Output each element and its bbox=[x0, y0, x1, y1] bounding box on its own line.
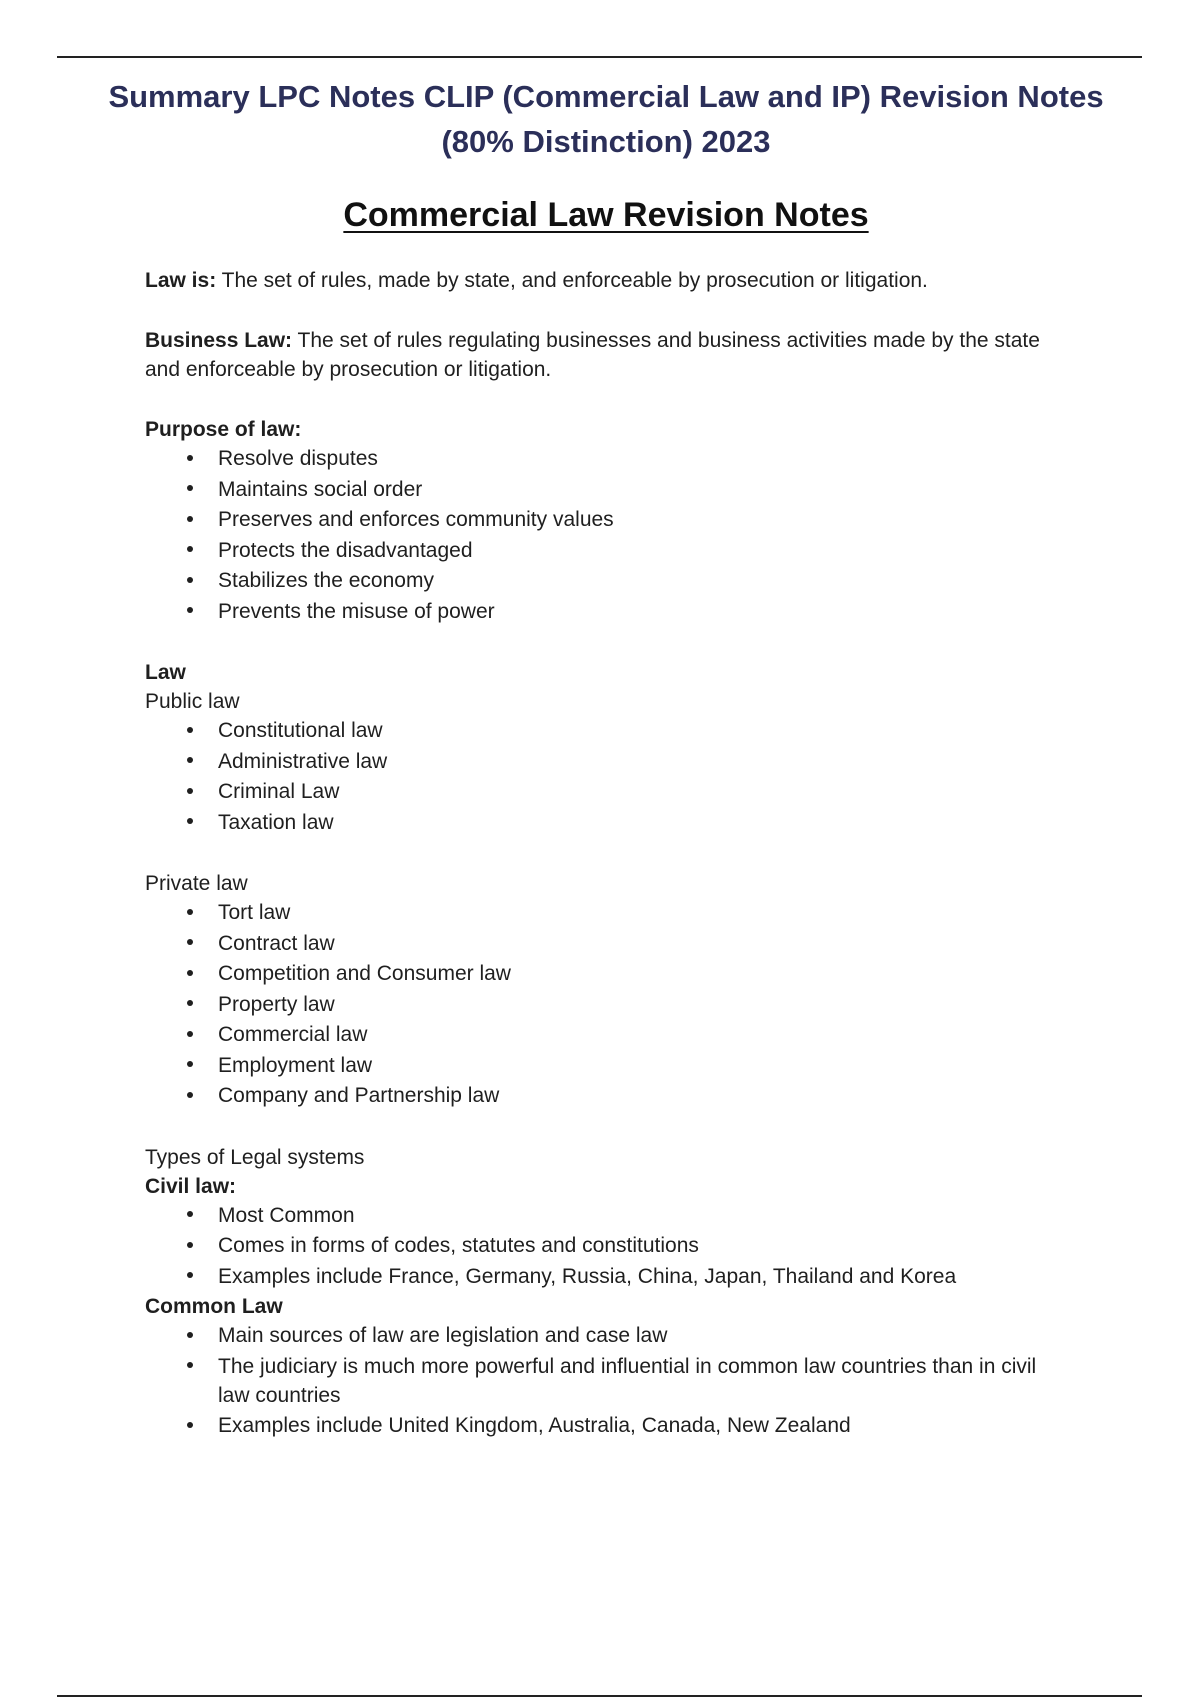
list-item: Employment law bbox=[145, 1051, 1045, 1080]
common-law-list bbox=[145, 1321, 1045, 1440]
list-item: The judiciary is much more powerful and influential in common law countries than in civil law countries bbox=[145, 1352, 1045, 1410]
law-is-definition bbox=[145, 266, 1045, 295]
bullet-icon bbox=[183, 808, 197, 837]
civil-law-heading: Civil law: bbox=[145, 1174, 237, 1198]
list-item: Contract law bbox=[145, 929, 1045, 958]
section-title-text: Commercial Law Revision Notes bbox=[343, 196, 869, 234]
law-heading: Law bbox=[145, 661, 186, 684]
list-item: Property law bbox=[145, 990, 1045, 1019]
business-law-text: The set of rules regulating businesses and business activities made by the state and enforceable by prosecution or litigation. bbox=[145, 329, 1040, 381]
bullet-icon bbox=[183, 1321, 197, 1350]
bullet-icon bbox=[183, 566, 197, 595]
list-item: Examples include France, Germany, Russia, China, Japan, Thailand and Korea bbox=[145, 1262, 1045, 1291]
business-law-label: Business Law: bbox=[145, 329, 293, 352]
bullet-icon bbox=[183, 959, 197, 988]
list-item: Commercial law bbox=[145, 1020, 1045, 1049]
list-item: Resolve disputes bbox=[145, 444, 1045, 473]
bullet-icon bbox=[183, 597, 197, 626]
document-body bbox=[145, 266, 1045, 1442]
list-item: Examples include United Kingdom, Australia, Canada, New Zealand bbox=[145, 1411, 1045, 1440]
list-item: Prevents the misuse of power bbox=[145, 597, 1045, 626]
bullet-icon bbox=[183, 777, 197, 806]
bullet-icon bbox=[183, 1411, 197, 1440]
list-item: Company and Partnership law bbox=[145, 1081, 1045, 1110]
law-is-text: The set of rules, made by state, and enforceable by prosecution or litigation. bbox=[216, 269, 928, 292]
bullet-icon bbox=[183, 1231, 197, 1260]
list-item: Most Common bbox=[145, 1201, 1045, 1230]
list-item: Constitutional law bbox=[145, 716, 1045, 745]
bullet-icon bbox=[183, 444, 197, 473]
bottom-rule bbox=[57, 1695, 1142, 1697]
list-item: Administrative law bbox=[145, 747, 1045, 776]
bullet-icon bbox=[183, 747, 197, 776]
list-item: Main sources of law are legislation and case law bbox=[145, 1321, 1045, 1350]
list-item: Criminal Law bbox=[145, 777, 1045, 806]
common-law-heading: Common Law bbox=[145, 1295, 283, 1318]
list-item: Preserves and enforces community values bbox=[145, 505, 1045, 534]
list-item: Comes in forms of codes, statutes and constitutions bbox=[145, 1231, 1045, 1260]
bullet-icon bbox=[183, 536, 197, 565]
list-item: Competition and Consumer law bbox=[145, 959, 1045, 988]
bullet-icon bbox=[183, 1201, 197, 1230]
bullet-icon bbox=[183, 898, 197, 927]
public-law-list bbox=[145, 716, 1045, 837]
top-rule bbox=[57, 56, 1142, 58]
list-item: Protects the disadvantaged bbox=[145, 536, 1045, 565]
law-is-label: Law is: bbox=[145, 269, 217, 292]
document-title: Summary LPC Notes CLIP (Commercial Law and IP) Revision Notes (80% Distinction) 2023 bbox=[108, 79, 1104, 159]
private-law-heading: Private law bbox=[145, 872, 248, 895]
bullet-icon bbox=[183, 990, 197, 1019]
bullet-icon bbox=[183, 1352, 197, 1381]
public-law-heading: Public law bbox=[145, 690, 240, 713]
civil-law-list bbox=[145, 1201, 1045, 1291]
list-item: Stabilizes the economy bbox=[145, 566, 1045, 595]
bullet-icon bbox=[183, 475, 197, 504]
legal-systems-heading: Types of Legal systems bbox=[145, 1145, 365, 1169]
bullet-icon bbox=[183, 1081, 197, 1110]
section-title bbox=[100, 192, 1112, 238]
purpose-heading: Purpose of law: bbox=[145, 418, 302, 441]
bullet-icon bbox=[183, 1262, 197, 1291]
list-item: Tort law bbox=[145, 898, 1045, 927]
bullet-icon bbox=[183, 716, 197, 745]
bullet-icon bbox=[183, 505, 197, 534]
bullet-icon bbox=[183, 929, 197, 958]
list-item: Taxation law bbox=[145, 808, 1045, 837]
bullet-icon bbox=[183, 1051, 197, 1080]
business-law-definition bbox=[145, 326, 1045, 384]
private-law-list bbox=[145, 898, 1045, 1110]
list-item: Maintains social order bbox=[145, 475, 1045, 504]
purpose-list bbox=[145, 444, 1045, 626]
bullet-icon bbox=[183, 1020, 197, 1049]
